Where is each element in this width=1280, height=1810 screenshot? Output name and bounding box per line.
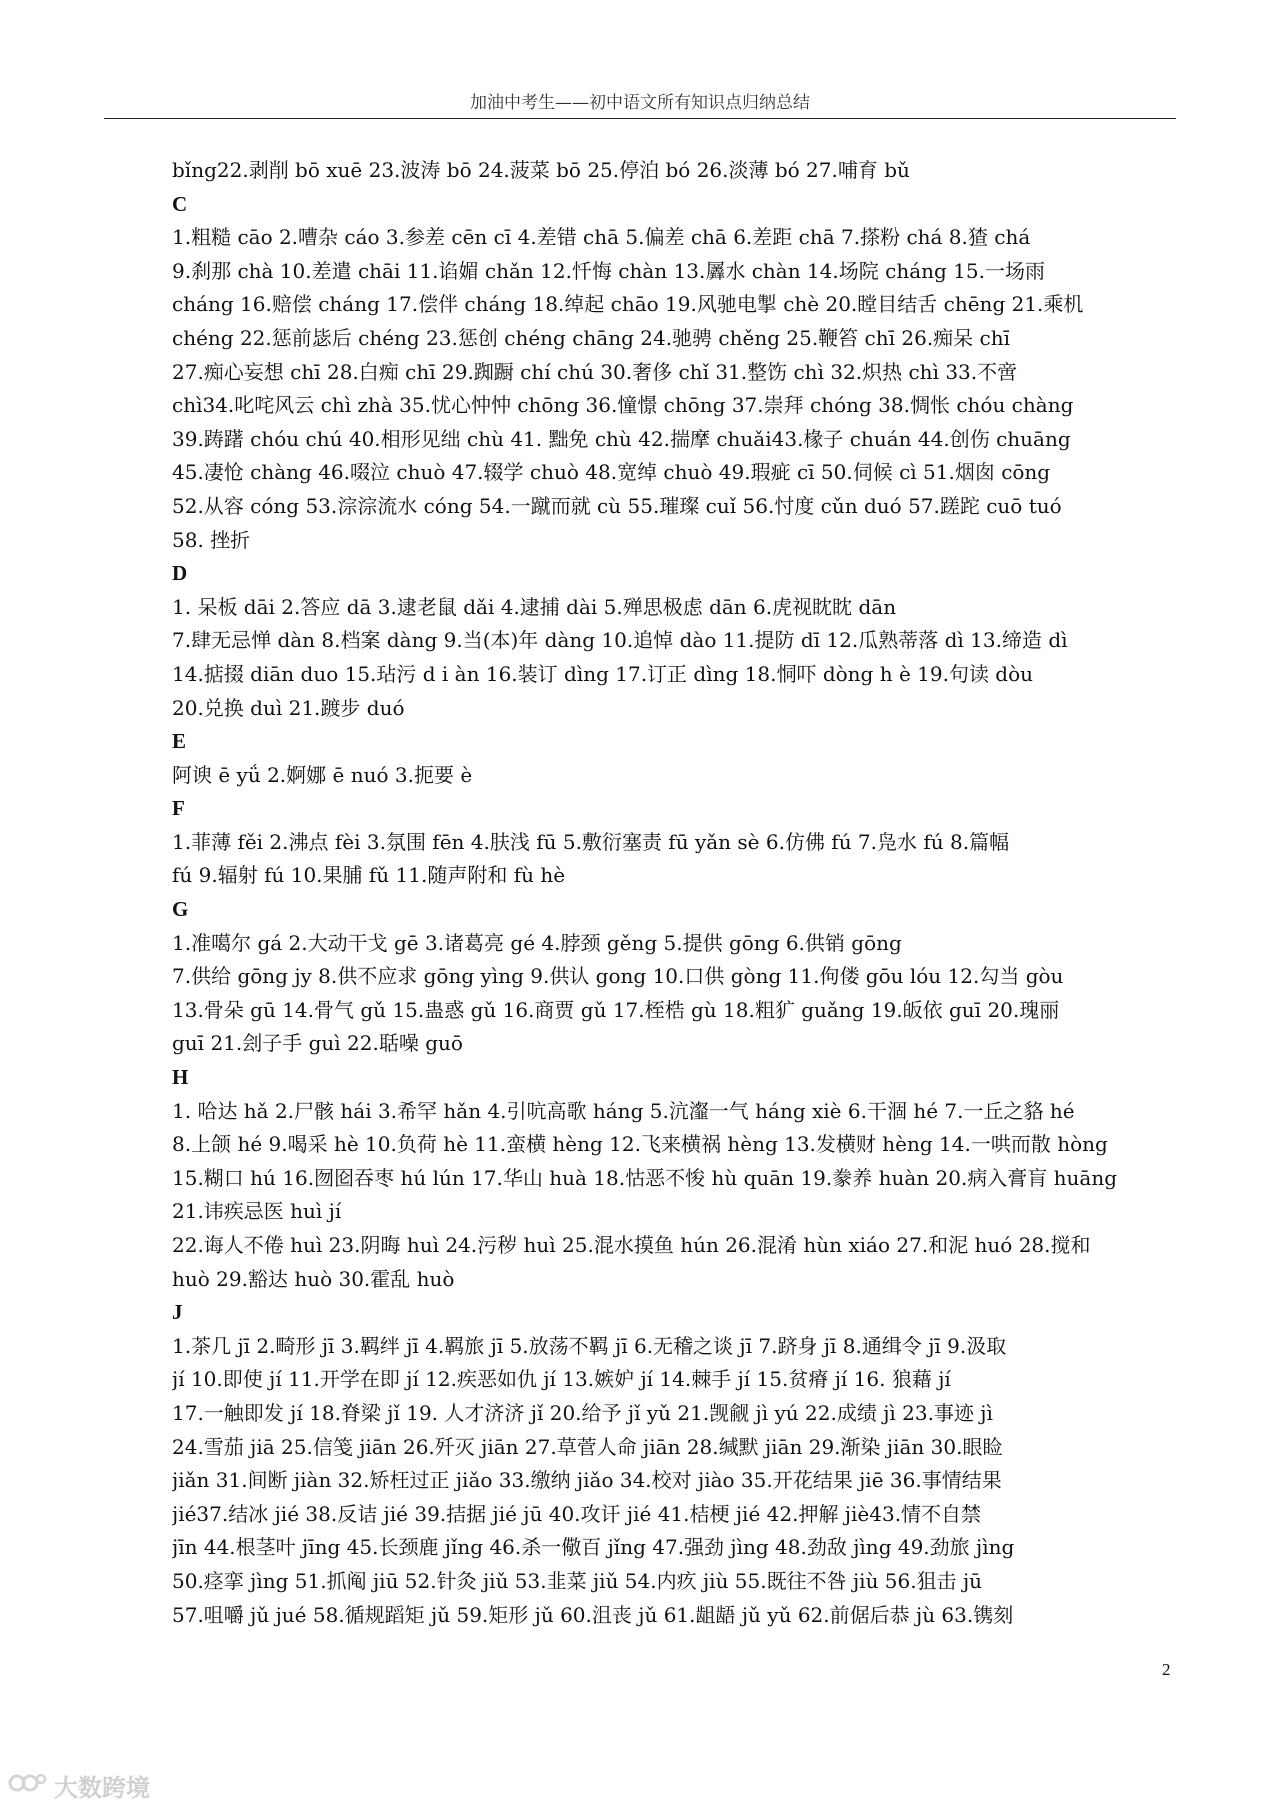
text-line: 21.讳疾忌医 huì jí <box>172 1199 342 1224</box>
section-heading: C <box>172 191 188 216</box>
text-line: 22.诲人不倦 huì 23.阴晦 huì 24.污秽 huì 25.混水摸鱼 hún 26.混淆 hùn xiáo 27.和泥 huó 28.搅和 <box>172 1233 1091 1257</box>
section-heading: H <box>172 1065 189 1090</box>
text-line: bǐng22.剥削 bō xuē 23.波涛 bō 24.菠菜 bō 25.停泊 bó 26.淡薄 bó 27.哺育 bǔ <box>172 158 910 182</box>
text-line: 17.一触即发 jí 18.脊梁 jǐ 19. 人才济济 jǐ 20.给予 jǐ yǔ 21.觊觎 jì yú 22.成绩 jì 23.事迹 jì <box>172 1400 993 1425</box>
page-header: 加油中考生——初中语文所有知识点归纳总结 <box>470 93 810 113</box>
text-line: chéng 22.惩前毖后 chéng 23.惩创 chéng chāng 24.驰骋 chěng 25.鞭笞 chī 26.痴呆 chī <box>172 325 1011 350</box>
watermark-text: 大数跨境 <box>54 1773 150 1802</box>
text-line: 20.兑换 duì 21.踱步 duó <box>172 695 405 720</box>
text-line: 1. 哈达 hǎ 2.尸骸 hái 3.希罕 hǎn 4.引吭高歌 háng 5.沆瀣一气 háng xiè 6.干涸 hé 7.一丘之貉 hé <box>172 1098 1075 1123</box>
text-line: 1.菲薄 fěi 2.沸点 fèi 3.氛围 fēn 4.肤浅 fū 5.敷衍塞责 fū yǎn sè 6.仿佛 fú 7.凫水 fú 8.篇幅 <box>172 829 1010 854</box>
text-line: guī 21.刽子手 guì 22.聒噪 guō <box>172 1031 463 1056</box>
text-line: 52.从容 cóng 53.淙淙流水 cóng 54.一蹴而就 cù 55.璀璨 cuǐ 56.忖度 cǔn duó 57.蹉跎 cuō tuó <box>172 493 1062 518</box>
watermark <box>8 1770 150 1800</box>
text-line: 1.茶几 jī 2.畸形 jī 3.羁绊 jī 4.羁旅 jī 5.放荡不羁 jī 6.无稽之谈 jī 7.跻身 jī 8.通缉令 jī 9.汲取 <box>172 1333 1007 1358</box>
text-line: 50.痉挛 jìng 51.抓阄 jiū 52.针灸 jiǔ 53.韭菜 jiǔ 54.内疚 jiù 55.既往不咎 jiù 56.狙击 jū <box>172 1568 983 1593</box>
text-line: jié37.结冰 jié 38.反诘 jié 39.拮据 jié jū 40.攻讦 jié 41.桔梗 jié 42.押解 jiè43.情不自禁 <box>172 1501 982 1526</box>
text-line: jiǎn 31.间断 jiàn 32.矫枉过正 jiǎo 33.缴纳 jiǎo 34.校对 jiào 35.开花结果 jiē 36.事情结果 <box>172 1468 1002 1493</box>
text-line: 58. 挫折 <box>172 527 251 552</box>
text-line: 27.痴心妄想 chī 28.白痴 chī 29.踟蹰 chí chú 30.奢侈 chǐ 31.整饬 chì 32.炽热 chì 33.不啻 <box>172 359 1018 384</box>
section-heading: E <box>172 729 187 754</box>
section-heading: D <box>172 561 188 586</box>
header-divider <box>104 118 1176 119</box>
text-line: 9.刹那 chà 10.差遣 chāi 11.谄媚 chǎn 12.忏悔 chàn 13.羼水 chàn 14.场院 cháng 15.一场雨 <box>172 258 1045 283</box>
text-line: 7.供给 gōng jy 8.供不应求 gōng yìng 9.供认 gong 10.口供 gòng 11.佝偻 gōu lóu 12.勾当 gòu <box>172 964 1064 989</box>
section-heading: F <box>172 796 185 821</box>
text-line: huò 29.豁达 huò 30.霍乱 huò <box>172 1266 455 1291</box>
text-line: 14.掂掇 diān duo 15.玷污 d i àn 16.装订 dìng 17.订正 dìng 18.恫吓 dòng h è 19.句读 dòu <box>172 661 1034 686</box>
section-heading: J <box>172 1300 183 1325</box>
text-line: jīn 44.根茎叶 jīng 45.长颈鹿 jǐng 46.杀一儆百 jǐng 47.强劲 jìng 48.劲敌 jìng 49.劲旅 jìng <box>172 1535 1015 1560</box>
text-line: 45.凄怆 chàng 46.啜泣 chuò 47.辍学 chuò 48.宽绰 chuò 49.瑕疵 cī 50.伺候 cì 51.烟囱 cōng <box>172 460 1051 485</box>
section-heading: G <box>172 897 189 922</box>
dashu-logo-icon <box>8 1770 48 1800</box>
text-line: 13.骨朵 gū 14.骨气 gǔ 15.蛊惑 gǔ 16.商贾 gǔ 17.桎梏 gù 18.粗犷 guǎng 19.皈依 guī 20.瑰丽 <box>172 997 1060 1022</box>
text-line: cháng 16.赔偿 cháng 17.偿伴 cháng 18.绰起 chāo 19.风驰电掣 chè 20.瞠目结舌 chēng 21.乘机 <box>172 292 1084 317</box>
text-line: 7.肆无忌惮 dàn 8.档案 dàng 9.当(本)年 dàng 10.追悼 dào 11.提防 dī 12.瓜熟蒂落 dì 13.缔造 dì <box>172 628 1068 653</box>
text-line: 39.踌躇 chóu chú 40.相形见绌 chù 41. 黜免 chù 42.揣摩 chuǎi43.椽子 chuán 44.创伤 chuāng <box>172 426 1071 451</box>
text-line: 1. 呆板 dāi 2.答应 dā 3.逮老鼠 dǎi 4.逮捕 dài 5.殚思极虑 dān 6.虎视眈眈 dān <box>172 594 897 619</box>
text-line: 1.准噶尔 gá 2.大动干戈 gē 3.诸葛亮 gé 4.脖颈 gěng 5.提供 gōng 6.供销 gōng <box>172 930 902 955</box>
text-line: fú 9.辐射 fú 10.果脯 fǔ 11.随声附和 fù hè <box>172 863 566 888</box>
text-line: chì34.叱咤风云 chì zhà 35.忧心忡忡 chōng 36.憧憬 chōng 37.崇拜 chóng 38.惆怅 chóu chàng <box>172 393 1074 418</box>
text-line: 阿谀 ē yǘ 2.婀娜 ē nuó 3.扼要 è <box>172 762 473 787</box>
text-line: 8.上颌 hé 9.喝采 hè 10.负荷 hè 11.蛮横 hèng 12.飞来横祸 hèng 13.发横财 hèng 14.一哄而散 hòng <box>172 1132 1108 1157</box>
text-line: 1.粗糙 cāo 2.嘈杂 cáo 3.参差 cēn cī 4.差错 chā 5.偏差 chā 6.差距 chā 7.搽粉 chá 8.猹 chá <box>172 225 1031 250</box>
page-number: 2 <box>1162 1660 1171 1679</box>
text-line: 24.雪茄 jiā 25.信笺 jiān 26.歼灭 jiān 27.草菅人命 jiān 28.缄默 jiān 29.渐染 jiān 30.眼睑 <box>172 1434 1003 1459</box>
text-line: jí 10.即使 jí 11.开学在即 jí 12.疾恶如仇 jí 13.嫉妒 jí 14.棘手 jí 15.贫瘠 jí 16. 狼藉 jí <box>172 1367 951 1392</box>
document-body <box>172 154 1132 1632</box>
text-line: 15.糊口 hú 16.囫囵吞枣 hú lún 17.华山 huà 18.怙恶不悛 hù quān 19.豢养 huàn 20.病入膏肓 huāng <box>172 1165 1118 1190</box>
text-line: 57.咀嚼 jǔ jué 58.循规蹈矩 jǔ 59.矩形 jǔ 60.沮丧 jǔ 61.龃龉 jǔ yǔ 62.前倨后恭 jù 63.镌刻 <box>172 1602 1014 1627</box>
